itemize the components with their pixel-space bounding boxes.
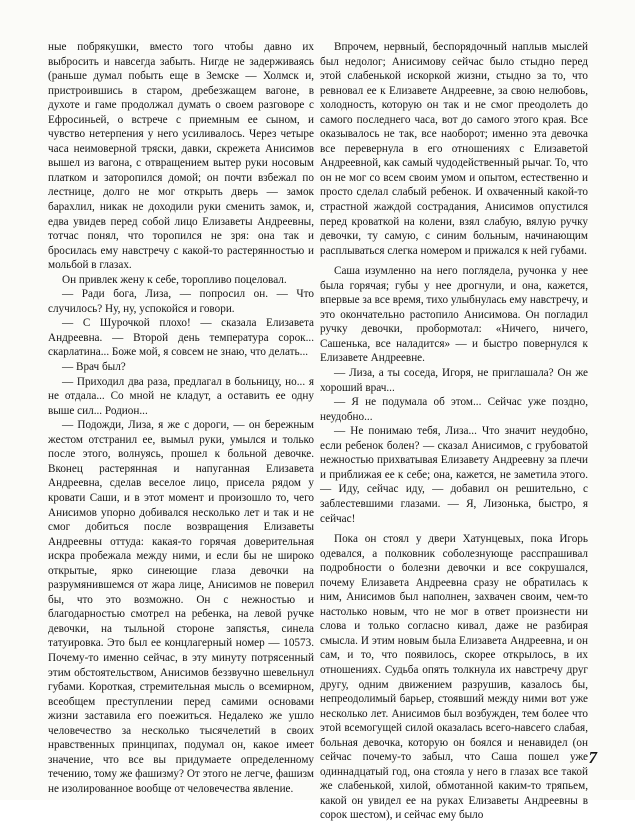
paragraph: Пока он стоял у двери Хатунцевых, пока Игорь одевался, а полковник соболезнующе расспрашивал подробности о болезни девочки и все сокрушался, почему Елизавета Андреевна сразу не обратилась к ним, Анисимов был наполнен, захвачен своим, чем-то настолько новым, что не мог в ответ произнести ни слова и только согласно кивал, даже не разбирая смысла. И этим новым была Елизавета Андреевна, и он сам, и то, что появилось, скорее открылось, в их отношениях. Судьба опять толкнула их навстречу друг другу, одним движением разрушив, казалось бы, непреодолимый барьер, стоявший между ними вот уже несколько лет. Анисимов был возбужден, тем более что этой всемогущей силой оказалась всего-навсего слабая, больная девочка, которую он боялся и ненавидел (он сейчас почему-то забыл, что Саша пошел уже одиннадцатый год, она стояла у него в глазах все такой же слабенькой, хилой, обмотанной каким-то тряпьем, какой он увидел ее на руках Елизаветы Андреевны в сорок шестом), и сейчас ему было <box>320 533 588 822</box>
left-text-column <box>48 40 314 796</box>
right-text-column <box>320 40 588 823</box>
paragraph: — Не понимаю тебя, Лиза... Что значит неудобно, если ребенок болен? — сказал Анисимов, с грубоватой нежностью прихватывая Елизавету Андреевну за плечи и приближая ее к себе; она, кажется, не заметила этого. — Иду, сейчас иду, — добавил он решительно, с заблестевшими глазами. — Я, Лизонька, быстро, я сейчас! <box>320 425 588 525</box>
paragraph: Впрочем, нервный, беспорядочный наплыв мыслей был недолог; Анисимову сейчас было стыдно перед этой слабенькой искоркой жизни, стыдно за то, что ревновал ее к Елизавете Андреевне, за свою нелюбовь, холодность, которую он так и не смог преодолеть до самого последнего часа, вот до самого этого края. Все оказывалось не так, все наоборот; именно эта девочка все перевернула в его отношениях с Елизаветой Андреевной, как самый чудодейственный рычаг. То, что он не мог со всем своим умом и опытом, естественно и просто сделал слабый ребенок. И охваченный какой-то страстной жаждой сострадания, Анисимов опустился перед кроваткой на колени, взял слабую, вялую ручку девочки, ту самую, с синим больным, начинающим расплываться слегка номером и прижался к ней губами. <box>320 41 588 257</box>
page-number: 7 <box>588 748 597 767</box>
paragraph: — С Шурочкой плохо! — сказала Елизавета Андреевна. — Второй день температура сорок... скарлатина... Боже мой, я совсем не знаю, что делать... <box>48 317 314 359</box>
paragraph: — Приходил два раза, предлагал в больницу, но... я не отдала... Со мной не кладут, а оставить ее одну выше сил... Родион... <box>48 375 314 417</box>
paragraph: — Подожди, Лиза, я же с дороги, — он бережным жестом отстранил ее, вымыл руки, умылся и только после этого, волнуясь, прошел к больной девочке. Вконец растерянная и напуганная Елизавета Андреевна, сделав веселое лицо, присела рядом у кровати Саши, и в этот момент и произошло то, чего Анисимов упорно добивался несколько лет и так и не смог добиться после возвращения Елизаветы Андреевны оттуда: какая-то горячая доверительная искра пробежала между ними, и если бы не широко открытые, ярко синеющие глаза девочки на разрумянившемся от жара лице, Анисимов не поверил бы, что это возможно. Он с нежностью и благодарностью смотрел на ребенка, на левой ручке девочки, на тыльной стороне запястья, синела татуировка. Это был ее концлагерный номер — 10573. Почему-то именно сейчас, в эту минуту потрясенный этим обстоятельством, Анисимов беззвучно шевельнул губами. Короткая, стремительная мысль о всемирном, всеобщем преступлении перед самими основами жизни заставила его поежиться. Недалеко же ушло человечество за несколько тысячелетий в своих нравственных принципах, подумал он, какое имеет значение, что все вы придумаете определенному течению, тому же фашизму? От этого не легче, фашизм не изолированное вообще от человечества явление. <box>48 419 314 795</box>
paragraph: ные побрякушки, вместо того чтобы давно их выбросить и навсегда забыть. Нигде не задерживаясь (раньше думал побыть еще в Земске — Холмск и, пристроившись в старом, дребезжащем вагоне, в духоте и гаме продолжал думать о своем разговоре с Ефросиньей, о встрече с приемным ее сыном, и чувство нетерпения у него усиливалось. Через четыре часа неимоверной тряски, давки, скрежета Анисимов вышел из вагона, с отвращением вытер руки носовым платком и заторопился домой; он почти взбежал по лестнице, долго не мог открыть дверь — замок барахлил, никак не доходили руки сменить замок, и, едва увидев перед собой лицо Елизаветы Андреевны, тотчас понял, что торопился не зря: она так и бросилась ему навстречу с какой-то растерянностью и мольбой в глазах. <box>48 41 314 272</box>
paragraph: — Врач был? <box>62 361 126 374</box>
paragraph: Он привлек жену к себе, торопливо поцеловал. <box>62 273 287 286</box>
paragraph: Саша изумленно на него поглядела, ручонка у нее была горячая; губы у нее дрогнули, и она, кажется, впервые за все время, тихо улыбнулась ему навстречу, и это окончательно растопило Анисимова. Он погладил ручку девочки, пробормотал: «Ничего, ничего, Сашенька, все наладится» — и быстро повернулся к Елизавете Андреевне. <box>320 265 588 365</box>
paragraph: — Ради бога, Лиза, — попросил он. — Что случилось? Ну, ну, успокойся и говори. <box>48 288 314 315</box>
paragraph: — Я не подумала об этом... Сейчас уже поздно, неудобно... <box>320 396 588 423</box>
paragraph: — Лиза, а ты соседа, Игоря, не приглашала? Он же хороший врач... <box>320 367 588 394</box>
